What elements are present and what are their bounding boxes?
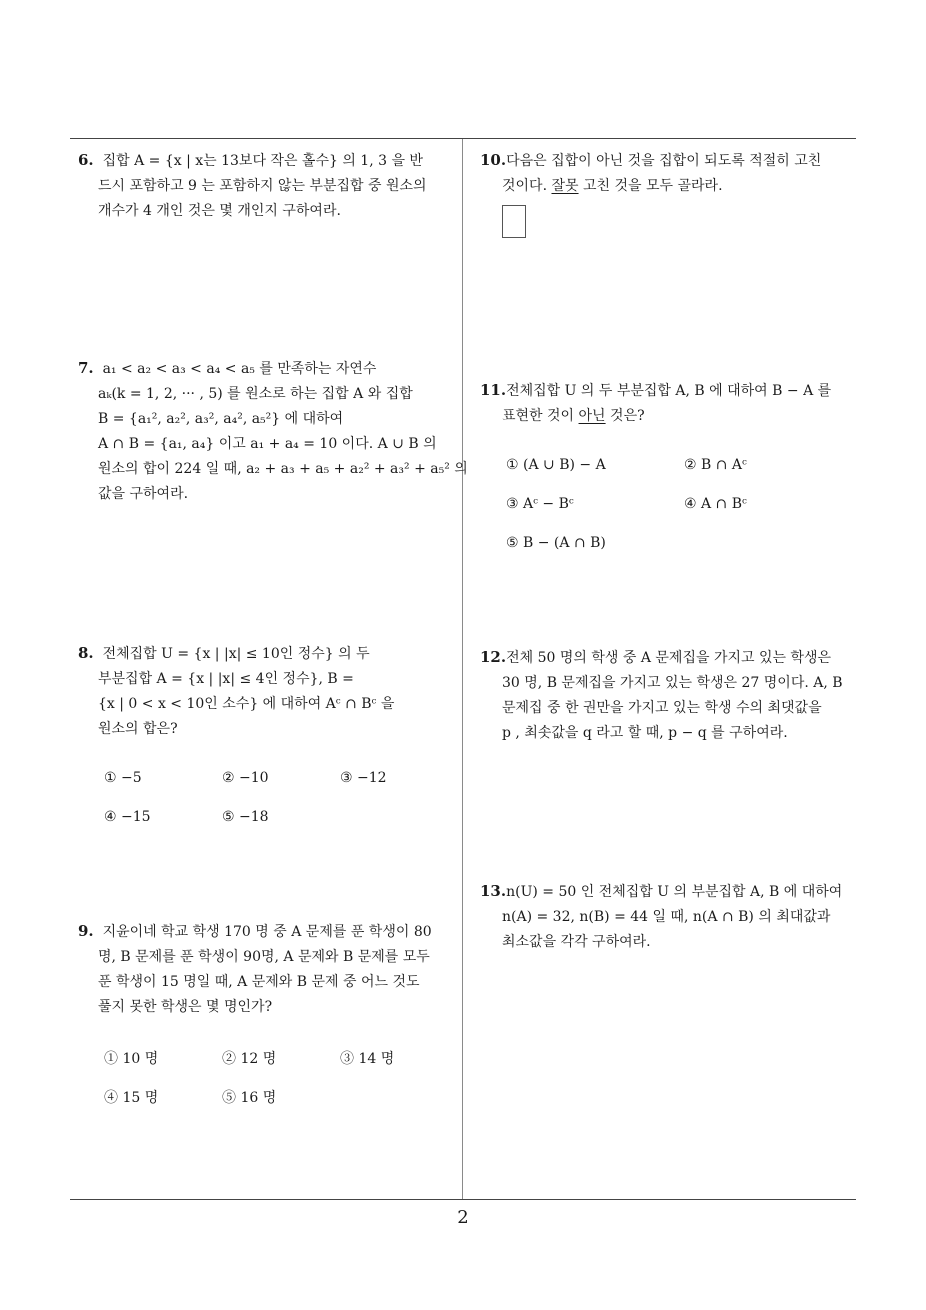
- question-number: 8.: [78, 644, 94, 662]
- answer-box[interactable]: [502, 205, 526, 238]
- question-text: 지윤이네 학교 학생 170 명 중 A 문제를 푼 학생이 80: [102, 924, 432, 940]
- question-text: 푼 학생이 15 명일 때, A 문제와 B 문제 중 어느 것도: [98, 974, 420, 990]
- question-text: 전체집합 U = {x | |x| ≤ 10인 정수} 의 두: [102, 646, 370, 662]
- question-text: 원소의 합은?: [98, 721, 178, 737]
- question-12: [480, 645, 860, 746]
- choice-1[interactable]: ① −5: [104, 770, 142, 786]
- question-text: 것이다.: [502, 178, 552, 194]
- choice-4[interactable]: ④ −15: [104, 809, 151, 825]
- question-text: 30 명, B 문제집을 가지고 있는 학생은 27 명이다. A, B: [502, 675, 843, 691]
- question-text: 표현한 것이: [502, 408, 579, 424]
- question-text: 다음은 집합이 아닌 것을 집합이 되도록 적절히 고친: [506, 153, 822, 169]
- question-text: 전체집합 U 의 두 부분집합 A, B 에 대하여 B − A 를: [506, 383, 832, 399]
- question-text: A ∩ B = {a₁, a₄} 이고 a₁ + a₄ = 10 이다. A ∪ B 의: [98, 436, 437, 452]
- question-text: 집합 A = {x | x는 13보다 작은 홀수} 의 1, 3 을 반: [102, 153, 423, 169]
- choice-4[interactable]: ④ A ∩ Bᶜ: [684, 496, 747, 512]
- choice-2[interactable]: ② B ∩ Aᶜ: [684, 457, 747, 473]
- page-number: 2: [457, 1207, 469, 1228]
- question-text: 부분집합 A = {x | |x| ≤ 4인 정수}, B =: [98, 671, 354, 687]
- bottom-rule: [70, 1199, 856, 1200]
- question-6: [78, 148, 456, 224]
- question-number: 10.: [480, 151, 507, 169]
- question-text: 드시 포함하고 9 는 포함하지 않는 부분집합 중 원소의: [98, 178, 427, 194]
- top-rule: [70, 138, 856, 139]
- choice-3[interactable]: ③ −12: [340, 770, 387, 786]
- choice-5[interactable]: ⑤ −18: [222, 809, 269, 825]
- question-text: 것은?: [605, 408, 645, 424]
- question-text: 고친 것을 모두 골라라.: [578, 178, 723, 194]
- question-text: 최소값을 각각 구하여라.: [502, 934, 651, 950]
- question-text: 전체 50 명의 학생 중 A 문제집을 가지고 있는 학생은: [506, 650, 832, 666]
- question-number: 6.: [78, 151, 94, 169]
- choice-5[interactable]: ⑤ B − (A ∩ B): [506, 535, 606, 551]
- question-text: B = {a₁², a₂², a₃², a₄², a₅²} 에 대하여: [98, 411, 344, 427]
- question-text: aₖ(k = 1, 2, ··· , 5) 를 원소로 하는 집합 A 와 집합: [98, 386, 413, 402]
- question-number: 11.: [480, 381, 507, 399]
- choice-4[interactable]: ④ 15 명: [104, 1090, 159, 1106]
- question-text: a₁ < a₂ < a₃ < a₄ < a₅ 를 만족하는 자연수: [102, 361, 377, 377]
- question-text: p , 최솟값을 q 라고 할 때, p − q 를 구하여라.: [502, 725, 788, 741]
- question-13: [480, 879, 860, 955]
- column-divider: [462, 139, 463, 1200]
- question-number: 13.: [480, 882, 507, 900]
- question-text: 개수가 4 개인 것은 몇 개인지 구하여라.: [98, 203, 341, 219]
- choice-2[interactable]: ② −10: [222, 770, 269, 786]
- underlined-word: 잘못: [551, 178, 579, 194]
- underlined-word: 아닌: [578, 408, 606, 424]
- question-text: 풀지 못한 학생은 몇 명인가?: [98, 999, 273, 1015]
- question-number: 7.: [78, 359, 94, 377]
- choice-1[interactable]: ① 10 명: [104, 1051, 159, 1067]
- question-11: [480, 378, 860, 429]
- choice-3[interactable]: ③ Aᶜ − Bᶜ: [506, 496, 574, 512]
- question-number: 9.: [78, 922, 94, 940]
- question-9: [78, 919, 456, 1020]
- question-8: [78, 641, 456, 742]
- choice-2[interactable]: ② 12 명: [222, 1051, 277, 1067]
- question-text: 문제집 중 한 권만을 가지고 있는 학생 수의 최댓값을: [502, 700, 822, 716]
- question-10: [480, 148, 860, 199]
- question-text: 원소의 합이 224 일 때, a₂ + a₃ + a₅ + a₂² + a₃² + a₅² 의: [98, 461, 468, 477]
- question-number: 12.: [480, 648, 507, 666]
- question-text: {x | 0 < x < 10인 소수} 에 대하여 Aᶜ ∩ Bᶜ 을: [98, 696, 395, 712]
- question-text: 값을 구하여라.: [98, 486, 189, 502]
- question-text: n(U) = 50 인 전체집합 U 의 부분집합 A, B 에 대하여: [506, 884, 843, 900]
- question-7: [78, 356, 468, 507]
- choice-1[interactable]: ① (A ∪ B) − A: [506, 457, 606, 473]
- question-text: 명, B 문제를 푼 학생이 90명, A 문제와 B 문제를 모두: [98, 949, 430, 965]
- choice-3[interactable]: ③ 14 명: [340, 1051, 395, 1067]
- choice-5[interactable]: ⑤ 16 명: [222, 1090, 277, 1106]
- question-text: n(A) = 32, n(B) = 44 일 때, n(A ∩ B) 의 최대값과: [502, 909, 831, 925]
